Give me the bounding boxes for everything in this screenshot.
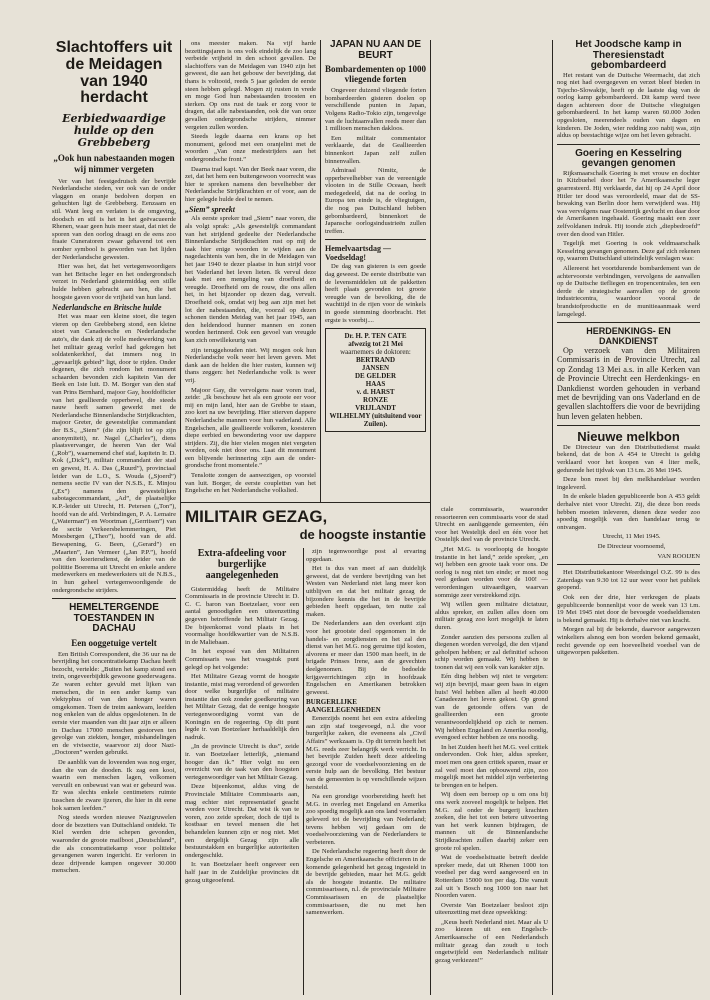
headline-part-2: de hoogste instantie: [299, 527, 426, 542]
paragraph: Als eerste spreker trad „Siem” naar voren, die als volgt sprak: „Als gewestelijk commandant van het strijdend gedeelte der Nederlandsche Binnenlandsche Strijdkrachten rust op mij de taak hier enige woorden te wijden aan de nagedachtenis van hen, die in de Meidagen van het jaar 1940 te dezer plaatse in hun strijd voor het Vaderland het leven lieten. Ik vervul deze taak met een mengeling van droefheid en vreugde. Droefheid om de rouw, die ons allen het, in het bijzonder op dezen dag, vervult. Droefheid ook, omdat wij beg aan zijn met het lot der nabestaanden, die, voorzal op dezen schonen tienden Meidag van het jaar 1945, aan den heldendood hunner mannen en zonen worden herinnerd. Ook een gevoel van vreugde kan zich onwillekeurig van: [185, 215, 316, 344]
paragraph: Tegelijk met Goering is ook veldmaarschalk Kesselring gevangen genomen. Deze gaf zich rekenen op, waarom Duitschland uiteindelijk verslagen was:: [557, 240, 700, 263]
paragraph: ciale commissaris, waaronder ressorteeren een commissaris voor de stad Utrecht en aanliggende gemeenten, één voor het Westelijk deel en één voor het Oostelijk deel van de provincie Utrecht.: [435, 506, 548, 544]
article-subheadline: Bombardementen op 1000 vliegende forten: [325, 64, 426, 85]
side-heading: „Siem” spreekt: [185, 205, 235, 215]
doctor-name: WILHELMY (uitsluitend voor Zuilen).: [329, 412, 422, 429]
paragraph: Na een grondige voorbereiding heeft het M.G. in overleg met Engeland en Amerika zoo spoedig mogelijk aan ons land voorraden geleverd tot de bevrijding van Nederland; tevens hebben wij gedaan om de voedselvoorziening van de Nederlanders te verbeteren.: [306, 793, 426, 846]
article-column-2: [306, 548, 426, 995]
signature-date: Utrecht, 11 Mei 1945.: [602, 533, 661, 541]
section-rule: [180, 502, 430, 503]
paragraph: „In de provincie Utrecht is dus”, zeide ir. van Boetzelaer letterlijk, „niemand hooger dan ik.” Hier volgt nu een overzicht van de taak van den hoogsten vertegenwoordiger van het Militair Gezag.: [185, 743, 299, 781]
article-column-1: [185, 548, 299, 995]
paragraph: Gistermiddag heeft de Militaire Commissaris in de provincie Utrecht ir. D. C. C. baron van Boetzelaer, voor een aantal genoodigden een uiteenzetting gegeven betreffende het Militair Gezag. De bijeenkomst vond plaats in het voormalige hoofdkwartier van de N.S.B. in de Maliebaan.: [185, 585, 299, 646]
doctor-name: VRIJLANDT: [355, 404, 396, 413]
paragraph: Eenerzijds noemt het een extra afdeeling aan zijn staf toegevoegd, n.l. die voor burgerlijke zaken, die eveneens als „Civil Affairs” werkzaam is. Op dit terrein heeft het M.G. reeds zeer belangrijk werk verricht. In het bevrijde Zuiden heeft deze afdeeling gezorgd voor de voedselvoorziening en de eerste hulp aan de bevolking. Het bestuur van de gemeenten is op verschillende wijzen hersteld.: [306, 715, 426, 791]
article-headline: JAPAN NU AAN DE BEURT: [329, 40, 422, 61]
column-3: [325, 40, 426, 498]
separator: [557, 564, 700, 565]
notice-subtitle: afwezig tot 21 Mei: [348, 340, 403, 349]
paragraph: Majoor Gay, die vervolgens naar voren trad, zeide: „Ik beschouw het als een groote eer voor mij en mijn land, hier aan de Grebbe te staan, zoo kort na uw bevrijding. Hier stierven dappere Nederlandsche mannen voor hun vaderland. Alle Engelschen, alle geallieerde volkeren, koesteren diepe eerbied en bewondering voor uw dappere strijders. Zij, die hier vielen mogen niet vergeten worden, ook niet door ons. Laat dit monument een blijvende herinnering zijn aan de ondergrondsche front momentele.”: [185, 386, 316, 470]
paragraph: Het Distributiekantoor Weerdsingel O.Z. 99 is des Zaterdags van 9.30 tot 12 uur weer voor het publiek geopend.: [557, 569, 700, 592]
article-headline: HEMELTERGENDE TOESTANDEN IN DACHAU: [69, 602, 159, 635]
paragraph: Zonder aanzien des persoons zullen al diegenen worden vervolgd, die den vijand geholpen hebben; er zal definitief schoon schip worden gemaakt. Wij hebben te toonen dat wij een volk van karakter zijn.: [435, 633, 548, 671]
paragraph: Rijksmaarschalk Goering is met vrouw en dochter in Kitzbuehel door het 7e Amerikaansche leger gearresteerd. Hij verklaarde, dat hij op 24 April door Hitler ter dood was veroordeeld, maar dat de SS-bewaking van Berlin door hem verwijderd was. Hij was vervolgens naar Oostenrijk gevlucht en daar door de Amerikanen ingehaald. Goering maakt een zeer zelfvoldanen indruk. Hij toonde zich „diepbedroefd” over den dood van Hitler.: [557, 169, 700, 238]
article-subheadline: Extra-afdeeling voor burgerlijke aangelegenheden: [197, 548, 287, 582]
paragraph: Het restant van de Duitsche Weermacht, dat zich nog niet had overgegeven en verzet bleef bieden in Tsjecho-Slowakije, heeft op de laatste dag van de oorlog kamp gebombardeerd. Dit kamp werd twee dagen achtereen door de Duitsche vliegtuigen gebombardeerd. In het kamp waren 60.000 Joden opgesloten, meerendeels ouden van dagen en kinderen. De Joden, wier redding zoo nabij was, zijn aldus op beestachtige wijze om het leven gebracht.: [557, 71, 700, 140]
paragraph: Daarna trad kapt. Van der Beek naar voren, die zei, dat het hem een buitengewoon voorrecht was hier te spreken namens den bevelhebber der Nederlandsche Strijdkrachten er of voor, aan de hier gelegde hulde deel te nemen.: [185, 165, 316, 203]
column-rule: [430, 40, 431, 995]
headline-part-1: MILITAIR GEZAG,: [185, 507, 328, 526]
paragraph: Deze bon moet bij den melkhandelaar worden ingeleverd.: [557, 476, 700, 491]
paragraph: zijn tegenwoordige post al ervaring opgedaan.: [306, 548, 426, 563]
paragraph: Ver van het feestgedruisch der bevrijde Nederlandsche steden, ver ook van de onder vlaggen en oranje bedolven dorpen en gehuchten ligt de Grebbeberg. Eenzaam en stil. Want leeg en verlaten is de omgeving, doodsch en stil is het in het geëvacueerde Rhenen, waar geen huis meer staat, dat niet de sporen van den oorlog draagt en de eens zoo fraaie Cuneratoren zwaar gehavend tot een somber symbool is geworden van het lijden der Nederlandsche gewesten.: [52, 177, 176, 261]
paragraph: Eén ding hebben wij niet te vergeten: wij zijn bevrijd, maar geen baas in eigen huis! Wel hebben allen al heeft 40.000 Canadeezen het leven gekost. Op grond van de getoonde offers van de geallieerden een groote verantwoordelijkheid op zich te nemen. Wij hebben Engeland en Amerika noodig, evengoed echter hebben ze ons noodig.: [435, 673, 548, 742]
military-article: [185, 506, 426, 995]
column-1: [52, 40, 176, 995]
paragraph: Overste Van Boetzelaer besloot zijn uiteenzetting met deze opwekking:: [435, 901, 548, 917]
paragraph: ons meester maken. Na vijf harde bezettingsjaren is ons volk eindelijk de zoo lang verbeide vrijheid in den schoot gevallen. De slachtoffers van de Meidagen van 1940 zijn het geweest, die aan het gebouw der bevrijding, dat thans is voltooid, reeds 5 jaar geleden de eerste steen hebben gelegd. Mogen zij rusten in vrede en moge God hun nabestaanden troosten en sterken. Op ons rust de taak er zorg voor te dragen, dat alle nabestaanden, ook die van onze gevallen ondergrondsche strijders, nimmer vergeten zullen worden.: [185, 40, 316, 131]
military-article-continued: [435, 506, 548, 995]
paragraph: Hier was het, dat het vertegenwoordigers van het Britsche leger en het ondergrondsch verzet in Nederland gistermiddag een stille hulde hebben gebracht aan hen, die het hoogste gaven voor de vrijheid van hun land.: [52, 263, 176, 301]
paragraph: Een British Correspondent, die 36 uur na de bevrijding het concentratiekamp Dachau heeft bezocht, vertelde: „Buiten het kamp stond een trein, ongeveerbijdtik gewoone goederwagens. Ze waren echter gevuld met lijken van menschen, die in een ander kamp van vlektyphus of van den honger waren omgekomen. Toen de treim aankwam, leefden nog enkelen van de aldus opgeslotenen. In de eerste vier maanden van dit jaar zijn er alleen in Dachau 17000 menschen gestorven ten gevolge van ziekten, honger, mishandelingen en de vivisectie, waarvoor zij door Nazi-„Doctoren” werden gebruikt.: [52, 650, 176, 757]
signature-name: VAN ROOIJEN: [657, 552, 700, 560]
doctor-name: v. d. HARST: [356, 388, 395, 397]
doctor-name: RONZE: [363, 396, 388, 405]
paragraph: Op verzoek van den Militairen Commissaris in de Provincie Utrecht, zal op Zondag 13 Mei a.s. in alle Kerken van de Provincie Utrecht een Herdenkings- en Dankdienst worden gehouden in verband met de bevrijding van ons Vaderland en de gevallen slachtoffers die voor de bevrijding hun leven gelaten hebben.: [557, 346, 700, 421]
separator: [325, 239, 426, 240]
article-headline: [185, 506, 426, 546]
paragraph: Tenslotte zongen de aanwezigen, op voorstel van luit. Borger, de eerste couplettsn van het Engelsche en het Nederlandsche volkslied.: [185, 472, 316, 495]
paragraph: In de enkele bladen gepubliceerde bon A 453 geldt derhalve niet voor Utrecht. Zij, die deze bon reeds hebben moeten inleveren, dienen deze weder zoo spoedig mogelijk van den handelaar terug te ontvangen.: [557, 493, 700, 531]
paragraph: Allereerst het voortdurende bombardement van de achtervoorste verbindingen, vervolgens de aanvallen op de Duitsche tiefliegen en tropencentrales, ten een derde de strategische aanvallen op de groote industriecentra, waardoor vooral de brandstofproductie en de munitieaanmaak werd lamgelegd.: [557, 264, 700, 318]
side-heading: Nederlandsche en Britsche hulde: [52, 303, 162, 313]
notice-title: Dr. H. P. TEN CATE: [344, 332, 407, 341]
paragraph: Ook een der drie, hier verkregen de plaats gepubliceerde bonnenlijst voor de week van 13 t.m. 19 Mei 1945 niet door de bevoegde voedseldiensten is bekend gemaakt. Hij is derhalve niet van kracht.: [557, 593, 700, 624]
doctor-name: JANSEN: [361, 364, 390, 373]
paragraph: Een militair commentator verklaarde, dat de Geallieerden binnenkort Japan zelf zullen binnenvallen.: [325, 134, 426, 165]
paragraph: Het is dus van meet af aan duidelijk geweest, dat de verdere bevrijding van het Westen van Nederland niet lang meer kon uitblijven en dat het militair gezag de bijzondere kennis die het in de bevrijde gebieden heeft opgedaan, ten nutte zal maken.: [306, 565, 426, 618]
notice-intro: waarnemers de doktoren:: [340, 348, 411, 357]
paragraph: Wij willen geen militaire dictatuur, aldus spreker, en zullen alles doen om militair gezag zoo kort mogelijk te laten duren.: [435, 601, 548, 631]
paragraph: Nog steeds worden nieuwe Nazigruwelen door de bezetters van Duitschland ontdekt. Te Kiel werden drie schepen gevonden, waaronder de groote mailboot „Deutschland”, die als concentratiekamp voor politieke gevangenen waren ingericht. Er verloren in deze drijvende kampen ongeveer 30.000 menschen.: [52, 814, 176, 875]
paragraph: De aanblik van de loveenden was nog erger, dan die van de dooden. Ik zag een kooi, waarin een menschen lagen, volkomen vervuilt en onbewust van wat er gebeurd was. Er was slechts enkele centimeters ruimte tusschen de zware ijzeren, die hier in dit eene hok samen leefden.”: [52, 758, 176, 812]
article-headline: Hemelvaartsdag — Voedseldag!: [325, 244, 391, 263]
main-headline: Slachtoffers uit de Meidagen van 1940 herdacht: [55, 40, 173, 107]
article-headline: Nieuwe melkbon: [577, 429, 680, 445]
paragraph: Admiraal Nimitz, de opperbevelhebber van de vereenigde vlooten in de Stille Oceaan, heeft medegedeeld, dat na de oorlog in Europa ten einde is, de vliegtuigen, die nog pas Duitschland hebben gebombardeerd, binnenkort de Japansche oorlogsindustrieën zullen treffen.: [325, 167, 426, 235]
doctor-name: HAAS: [365, 380, 386, 389]
separator: [557, 144, 700, 145]
paragraph: zijn teruggehouden niet. Wij mogen ook hun Nederlandsche volk weer het leven geven. Met dank aan de helden die hier rusten, kunnen wij thans zeggen: het Nederlandsche volk is weer vrij.: [185, 346, 316, 384]
side-heading: BURGERLIJKE AANGELEGENHEDEN: [306, 698, 381, 715]
separator: [557, 322, 700, 323]
paragraph: Steeds legde daarna een krans op het monument, gelood met een oranjelint met de woorden „Van onze medestrijders aan het ondergrondsche front.”: [185, 133, 316, 163]
paragraph: De Directeur van den Distributiedienst maakt bekend, dat de bon A 454 te Utrecht is geldig verklaard voor het koopen van 4 liter melk, gedurende het tijdvak van 13 t.m. 26 Mei 1945.: [557, 443, 700, 474]
article-subheadline: Een ooggetuige vertelt: [71, 637, 157, 648]
separator: [557, 425, 700, 426]
paragraph: De dag van gisteren is een goede dag geweest. De eerste distributie van de levensmiddelen uit de pakketten heeft plaats gevonden tot groote vreugde van de bevolking, die de wachttijd in de rijen voor de winkels in goede stemming doorbracht. Het ergste is voorbij....: [325, 263, 426, 324]
paragraph: Het Militaire Gezag vormt de hoogste instantie, mist mag verordend of geworden door welke burgerlijke of militaire instantie dan ook zonder goedkeuring van het Militair Gezag, dat de eenige hoogste vertegenwoordiging vormt van de Koningin en de regeering. Op dit punt legde ir. van Boetzelaer herhaaldelijk den nadruk.: [185, 673, 299, 741]
doctor-name: BERTRAND: [355, 356, 396, 365]
column-rule: [303, 548, 304, 995]
article-headline: Goering en Kesselring gevangen genomen: [575, 147, 682, 170]
subheadline: Eerbiedwaardige hulde op den Grebbeberg: [62, 112, 166, 150]
paragraph: Deze bijeenkomst, aldus ving de Provinciale Militaire Commissaris aan, mag echter niet representatief geacht worden voor Utrecht. Dat wist ik van te voren, zoo zeide spreker, doch de tijd is kostbaar en teveel mensen die het behandelen kunnen zijn er nog niet. Met een dergelijk Gezag zijn alle bestuurstakken en burgerlijke autoriteiten ondergeschikt.: [185, 783, 299, 859]
paragraph: Het was maar een kleine stoet, die tegen vieren op den Grebbeberg stond, een kleine stoet van Canadeesche en Nederlandsche auto's, die dank zij de volle medewerking van het militair gezag verlof had gekregen het soldatenkerkhof, dat immers nog in „gevaarlijk gebied” ligt, door te rijden. Onder degenen, die zich rondom het monument schaarden bevonden zich kapitein Van der Beek en 1ste luit. D. M. Borger van den staf van Prins Bernhard, majoor Gay, hoofdofficier van het geallieerde opperbevel, die steeds nauw heeft samen gewerkt met de Nederlandsche Binnenlandsche Strijdkrachten, majoor Greter, de gewestelijke commandant der B.S., „Siem” (die zijn blijft tot op zijn anonymiteit), nr. Nagel („Charles”), diens plaatsvervanger, de heeren Van der Wal („Rob”), waarnemend chef staf, kapitein Ir. D. Kok („Dick”), militair commandant der stad en gewest, H. A. Das („Ruurd”), provinciaal leider van de L.O., S. Wouda („Sjoerd”) nemens sectie IV van der N.S.B., E. Minjou („Ex”) namens den gewestelijken sabotagecommandant, „Ad”, de plaatselijke K.P.-leider uit Utrecht, H. Petersen („Ton”), hoofd van de afd. Verbindingen, P. A. Lemaire („Waterman”) en Woortman („Gerritsen”) van de sectie Verkeersbelemmeringen, Piet Moesbergen („Theo”), hoofd van de afd. Bewapening, G. Been, („Gerard”) en „Maarten”, Jan Vermeer („Jan P.P.”), hoofd van den koeriersdienst, de leider van de polititie Boerema uit Utrecht en enkele andere medewerkers en medewerksters uit de N.B.S., in hun geheel vertegenwoordigende de ondergrondsche strijders.: [52, 313, 176, 594]
paragraph: Ongeveer duizend vliegende forten bombardeerden gisteren doelen op verschillende punten in Japan, Volgens Radio-Tokio zijn, tengevolge van de luchtaanvallen reeds meer dan 1 millioen menschen dakloos.: [325, 87, 426, 133]
paragraph: „Keus heeft Nederland niet. Maar als U zoo kiezen uit een Engelsch-Amerikaansche of een Nederlandsch militair gezag dan zoudt u toch ongetwijfeld een Nederlandsch militair gezag verkiezen!”: [435, 918, 548, 964]
article-headline: HERDENKINGS- EN DANKDIENST: [586, 326, 671, 346]
doctor-name: DE GELDER: [354, 372, 397, 381]
article-headline: Het Joodsche kamp in Theresienstadt gebombardeerd: [575, 40, 682, 71]
paragraph: „Het M.G. is voorloopig de hoogste instantie in het land,” zeide spreker, „en wij hebben een groote taak voor ons. De oorlog is nog niet ten einde; er moet nog veel gedaan worden voor de 100! — verordeningen uitvaardigen, waarvan sommige zeer verstrekkend zijn.: [435, 545, 548, 599]
paragraph: De Nederlandsche regeering heeft door de Engelsche en Amerikaansche officieren in de komende gelegenheid het gezag ingesteld in de bevrijde gebieden, maar het M.G. geldt als de hoogste instantie. De militaire commissarissen, n.l. de provinciale Militaire Commissarissen en de plaatselijke commissarissen, die nu met hen samenwerken.: [306, 848, 426, 917]
paragraph: Wij doen een beroep op u om ons bij ons werk zooveel mogelijk te helpen. Het M.G. zal onder de burgerij krachten zoeken, die het tot een betere uitvoering van het werk kunnen bijdragen, de mannen uit de Binnenlandsche Strijdkrachten zullen daarbij zeker een groote rol spelen.: [435, 791, 548, 852]
signature-title: De Directeur voornoemd,: [597, 543, 666, 551]
doctor-notice: [325, 328, 426, 432]
column-4: [557, 40, 700, 995]
paragraph: Wat de voedselsituatie betreft deelde spreker mede, dat uit Rhenen 1000 ton voedsel per dag werd aangevoerd en in Rotterdam 15000 ton per dag. Die vanuit zal uit 's Bosch nog 1000 ton naar het Noorden varen.: [435, 854, 548, 900]
pull-quote: „Ook hun nabestaanden mogen wij nimmer vergeten: [53, 153, 175, 174]
column-2: [185, 40, 316, 498]
paragraph: Morgen zal bij de bekende, daarvoor aangewezen winkeliers alsnog een bon worden bekend gemaakt, recht gevende op een hoeveelheid voedsel van de uitgeworpen pakketten.: [557, 626, 700, 657]
column-rule: [180, 40, 181, 995]
column-rule: [320, 40, 321, 502]
paragraph: In het exposé van den Militairen Commissaris was het vraagstuk punt gelegd op het volgende:: [185, 648, 299, 671]
paragraph: In het Zuiden heeft het M.G. veel critiek ondervonden. Ook hier, aldus spreker, moet men ons geen critiek sparen, maar er zal veel moet dan opbouwend zijn, zoo mogelijk moet het middel zijn verbetering te brengen en te helpen.: [435, 743, 548, 789]
column-rule: [552, 40, 553, 995]
paragraph: Ir. van Boetzelaer heeft ongeveer een half jaar in de Zuidelijke provincies dit gezag uitgeoefend.: [185, 861, 299, 884]
paragraph: De Nederlanders aan den overkant zijn voor het grootste deel opgenomen in de handels- en zorgdiensten en het zal den dienst van het M.G. nog geruime tijd kosten, alvorens er meer dan 1500 man heeft, in de brigade Prinses Irene, aan de gevechten deelgenomen. Bij de bedoelde krijgsverrichtingen zijn in hoofdzaak Engelschen en Amerikanen betrokken geweest.: [306, 620, 426, 696]
separator: [52, 598, 176, 599]
